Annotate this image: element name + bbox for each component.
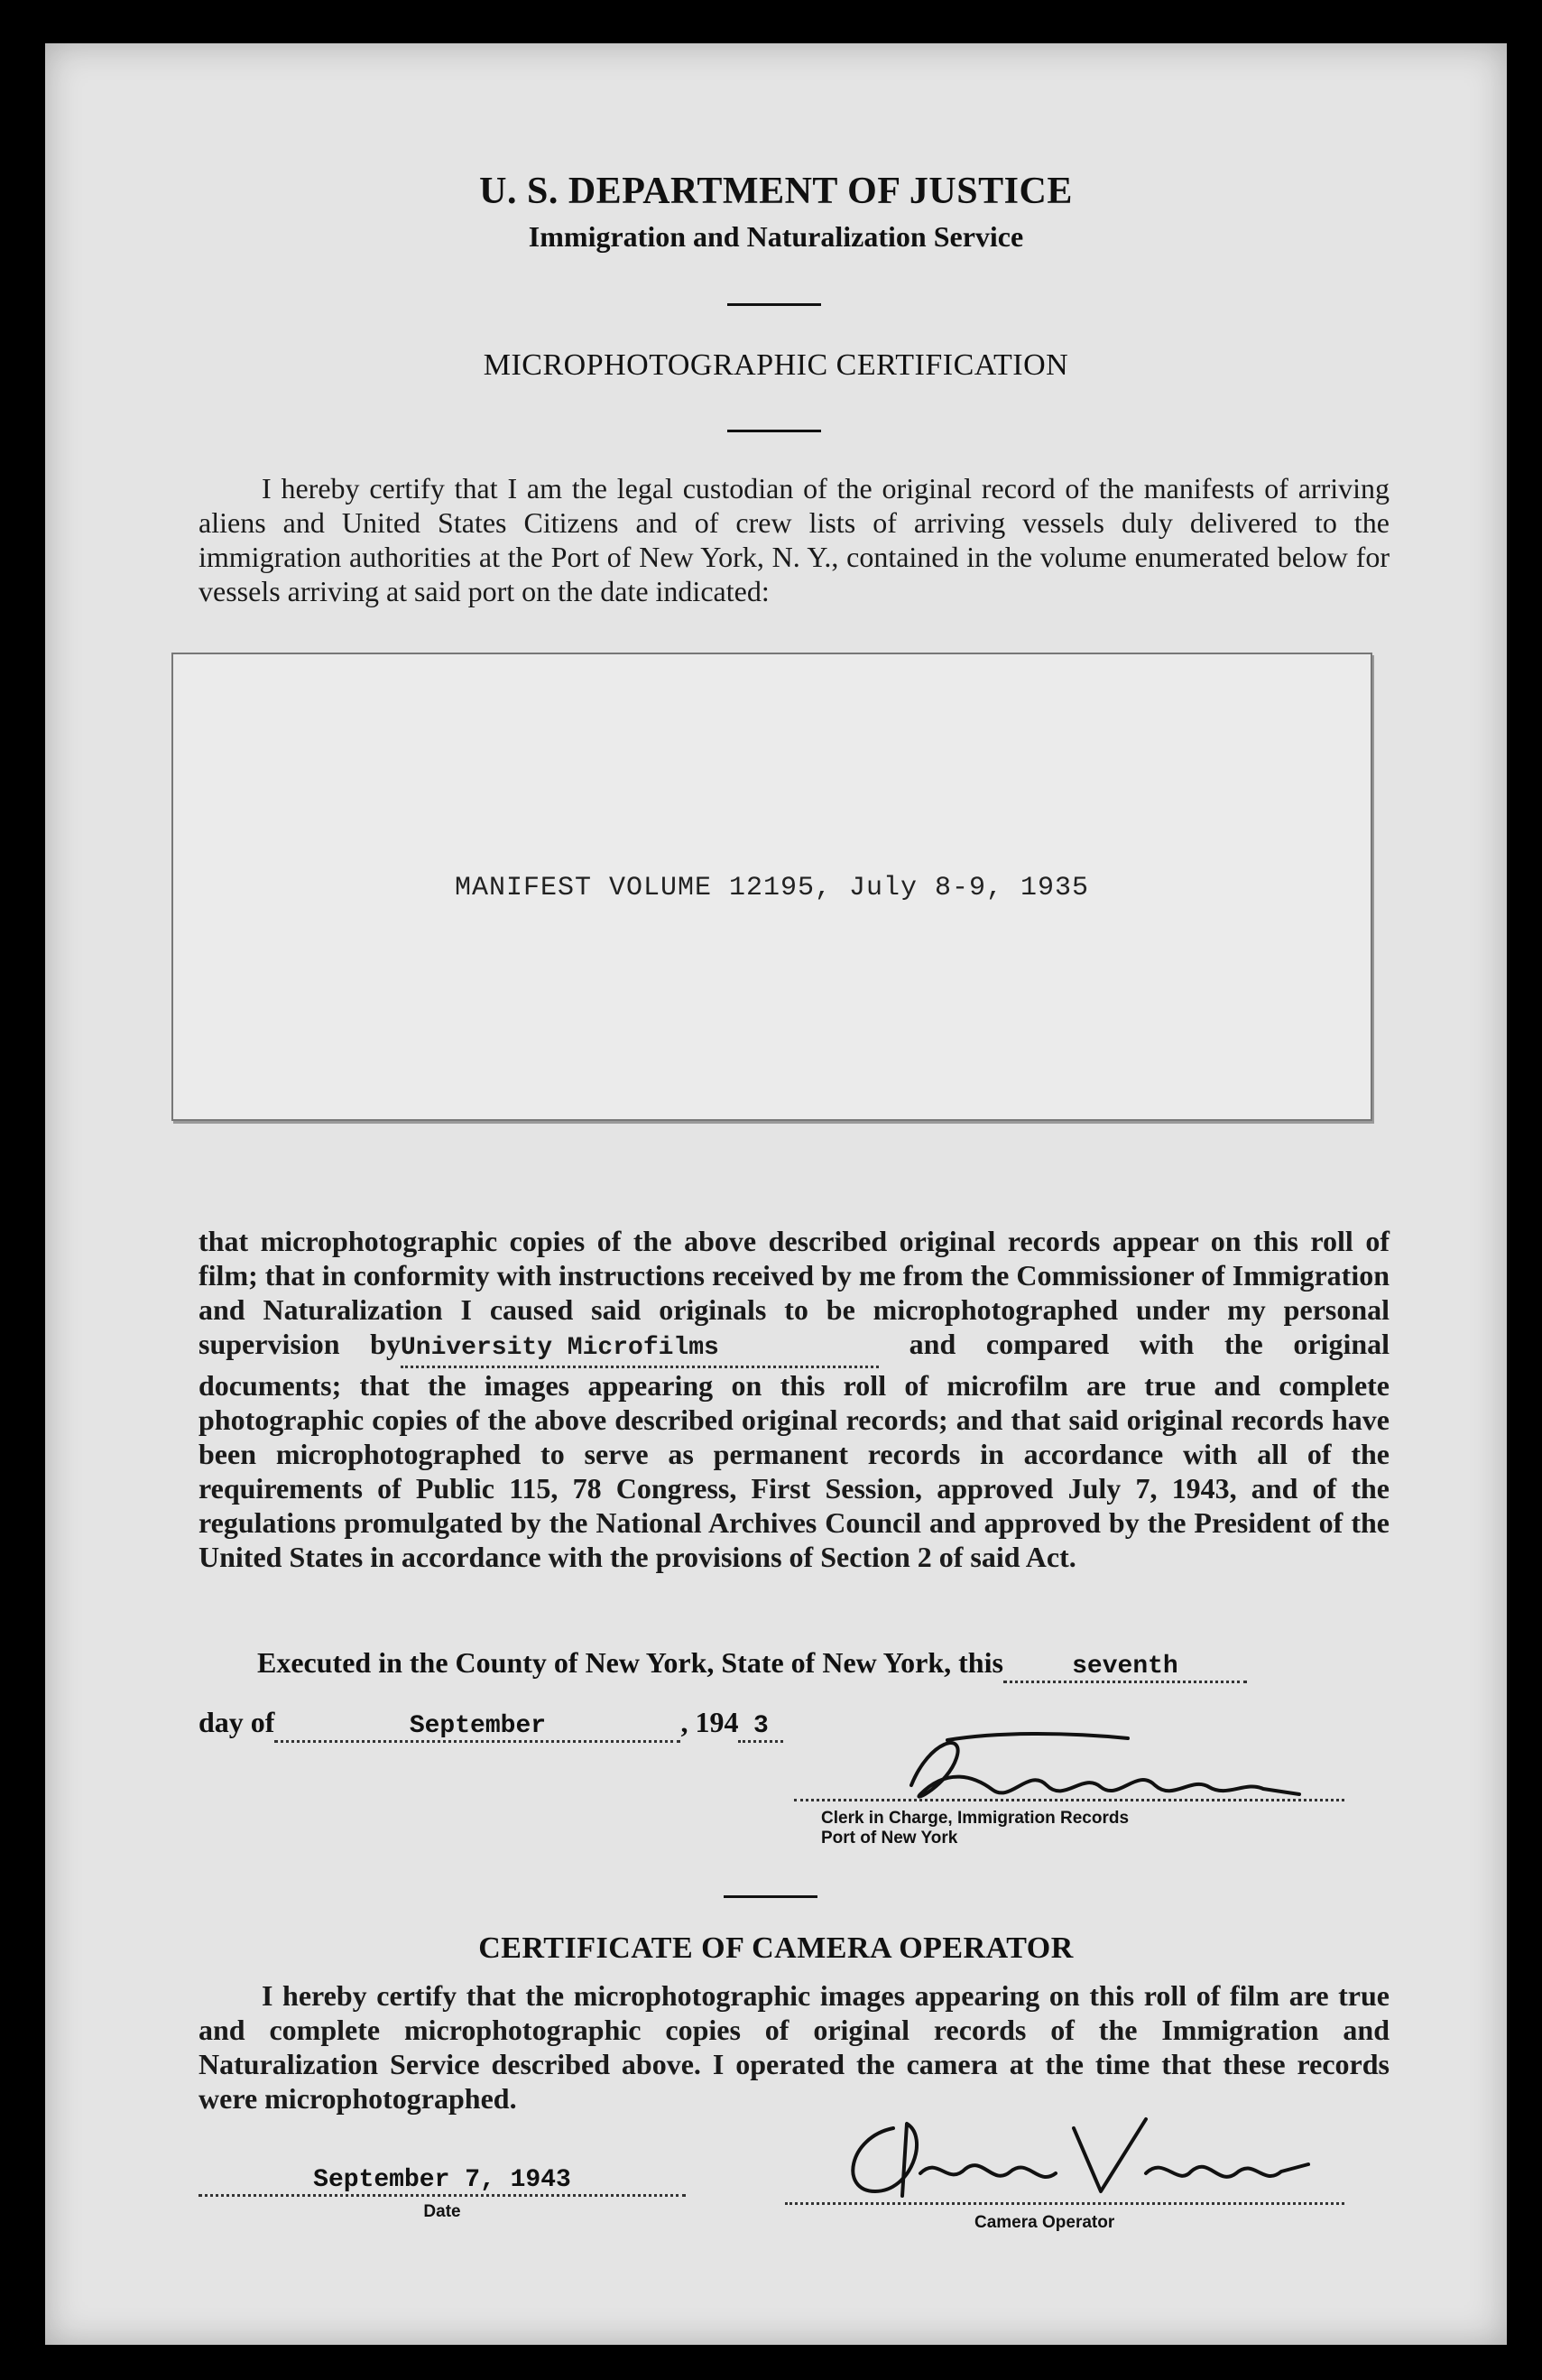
camera-operator-label: Camera Operator: [974, 2213, 1115, 2232]
department-heading: U. S. DEPARTMENT OF JUSTICE: [479, 171, 1073, 212]
camera-certificate-title: CERTIFICATE OF CAMERA OPERATOR: [478, 1931, 1074, 1965]
execution-line: [257, 1646, 1247, 1683]
camera-date-label: Date: [423, 2202, 461, 2221]
year-prefix: , 194: [680, 1706, 739, 1738]
divider: [727, 430, 821, 432]
execution-prefix: Executed in the County of New York, State of New York, this: [257, 1646, 1003, 1679]
execution-day-field: seventh: [1003, 1653, 1247, 1683]
camera-certificate-text: I hereby certify that the microphotographic images appearing on this roll of film are true and complete microphotographic copies of original records of the Immigration and Naturalization Service described above. I operated the camera at the time that these records were microphotographed.: [199, 1979, 1390, 2115]
body-paragraph: [199, 1224, 1390, 1574]
clerk-title-line2: Port of New York: [821, 1829, 958, 1848]
intro-paragraph: I hereby certify that I am the legal custodian of the original record of the manifests of arriving aliens and United States Citizens and of crew lists of arriving vessels duly delivered to the immigration authorities at the Port of New York, N. Y., contained in the volume enumerated below for vessels arriving at said port on the date indicated:: [199, 472, 1390, 607]
operator-signature: [821, 2101, 1326, 2209]
date-field: [199, 2166, 686, 2222]
clerk-title: [821, 1809, 1129, 1848]
divider: [724, 1895, 817, 1898]
manifest-box: [171, 653, 1372, 1121]
certificate-page: [45, 43, 1507, 2345]
day-of-label: day of: [199, 1706, 275, 1738]
clerk-signature: [893, 1722, 1317, 1821]
divider: [727, 303, 821, 306]
service-subheading: Immigration and Naturalization Service: [528, 220, 1024, 253]
certification-title: MICROPHOTOGRAPHIC CERTIFICATION: [483, 348, 1069, 382]
execution-month-field: September: [274, 1712, 680, 1743]
camera-date-value: September 7, 1943: [199, 2166, 686, 2197]
day-of-line: [199, 1706, 783, 1743]
year-digit-field: 3: [738, 1712, 783, 1743]
body-text-part1: that microphotographic copies of the above described original records appear on this roll of film; that in conformity with instructions received by me from the Commissioner of Immigration and Naturalization I caused said originals to be microphotographed under my personal supervision by: [199, 1225, 1390, 1360]
supervisor-field: University Microfilms: [401, 1331, 879, 1368]
body-text-part2: and compared with the original documents; that the images appearing on this roll of microfilm are true and complete photographic copies of the above described original records; and that said original records have been microphotographed to serve as permanent records in accordance with all of the requirements of Public 115, 78 Congress, First Session, approved July 7, 1943, and of the regulations promulgated by the National Archives Council and approved by the President of the United States in accordance with the provisions of Section 2 of said Act.: [199, 1328, 1390, 1573]
manifest-volume-text: MANIFEST VOLUME 12195, July 8-9, 1935: [454, 873, 1090, 903]
clerk-title-line1: Clerk in Charge, Immigration Records: [821, 1809, 1130, 1828]
